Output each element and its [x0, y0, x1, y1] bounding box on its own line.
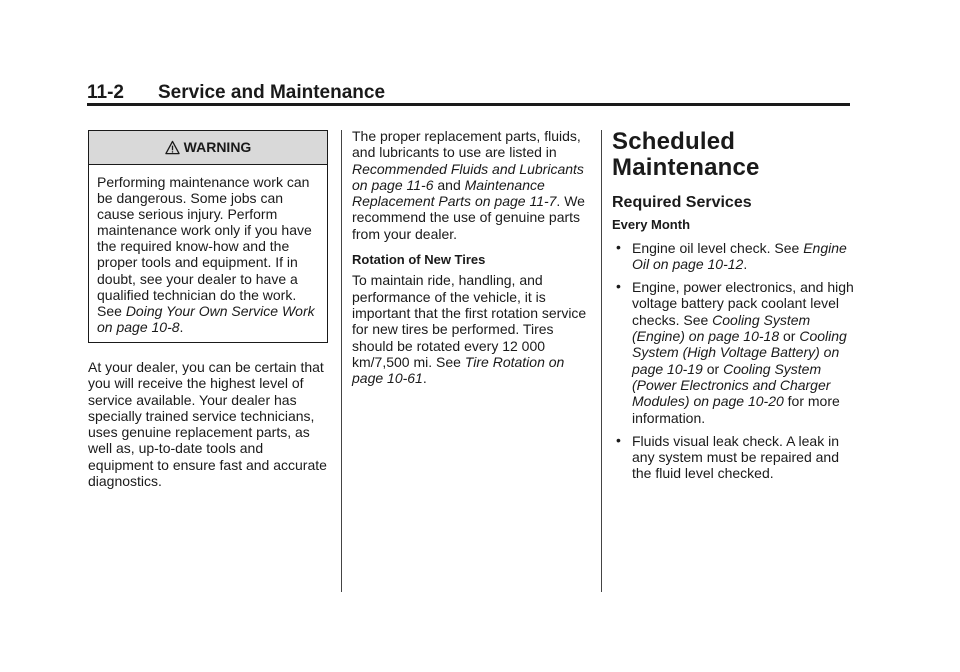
warning-end: . — [179, 318, 184, 335]
parts-text-2: and — [433, 176, 465, 193]
bullet-icon: • — [616, 238, 621, 255]
bullet-icon: • — [616, 278, 621, 295]
dealer-paragraph: At your dealer, you can be certain that you will receive the highest level of service available. Your dealer has specially trained service technicians, uses genuine replacement parts, as well as, up-to-date tools and equipment to ensure fast and accurate diagnostics. — [88, 358, 327, 490]
warning-header — [89, 131, 327, 165]
tires-paragraph — [352, 272, 590, 386]
warning-body — [89, 165, 327, 342]
required-services-heading: Required Services — [612, 194, 752, 211]
tires-text: To maintain ride, handling, and performance of the vehicle, it is important that the first rotation service for new tires be performed. Tires should be rotated every 12 000 km/7,500 mi. See — [352, 272, 587, 370]
tires-heading: Rotation of New Tires — [352, 252, 486, 268]
bullet-icon: • — [616, 431, 621, 448]
warning-triangle-icon — [165, 140, 180, 155]
service-list — [612, 240, 862, 482]
section-title — [612, 129, 862, 181]
title-line-2: Maintenance — [612, 154, 760, 181]
warning-label: WARNING — [183, 139, 252, 156]
page-number: 11-2 — [87, 82, 124, 103]
warning-text: Performing maintenance work can be dangerous. Some jobs can cause serious injury. Perform maintenance work only if you have the required know-how and the proper tools and equipment. If in doubt, see your dealer to have a qualified technician do the work. See — [97, 174, 312, 319]
every-month-heading: Every Month — [612, 217, 691, 233]
column-1 — [88, 128, 330, 489]
bullet-1-end: . — [743, 255, 748, 272]
bullet-2-end: for more information. — [632, 393, 840, 426]
chapter-title: Service and Maintenance — [158, 82, 386, 103]
bullet-3-text: Fluids visual leak check. A leak in any system must be repaired and the fluid level checked. — [632, 432, 839, 482]
bullet-2-text: Engine, power electronics, and high voltage battery pack coolant level checks. See — [632, 279, 854, 328]
bullet-1-text: Engine oil level check. See — [632, 239, 804, 256]
cooling-engine-reference-link[interactable]: Cooling System (Engine) on page 10-18 — [632, 311, 811, 345]
column-divider-2 — [601, 130, 602, 592]
cooling-power-electronics-reference-link[interactable]: Cooling System (Power Electronics and Charger Modules) on page 10-20 — [632, 360, 831, 410]
list-item — [612, 279, 862, 426]
parts-text-1: The proper replacement parts, fluids, and lubricants to use are listed in — [352, 128, 581, 161]
list-item — [612, 433, 862, 482]
parts-text-3: . We recommend the use of genuine parts from your dealer. — [352, 193, 585, 242]
parts-paragraph — [352, 128, 590, 242]
column-2 — [352, 128, 590, 386]
column-3 — [612, 128, 862, 489]
column-divider-1 — [341, 130, 342, 592]
engine-oil-reference-link[interactable]: Engine Oil on page 10-12 — [632, 239, 847, 272]
bullet-2-or-2: or — [702, 360, 724, 377]
warning-box — [88, 130, 328, 343]
tire-rotation-reference-link[interactable]: Tire Rotation on page 10-61 — [352, 353, 565, 387]
bullet-2-or-1: or — [779, 328, 800, 345]
list-item — [612, 240, 862, 273]
title-line-1: Scheduled — [612, 128, 736, 155]
parts-reference-link[interactable]: Maintenance Replacement Parts on page 11-7 — [352, 176, 557, 210]
fluids-reference-link[interactable]: Recommended Fluids and Lubricants on page 11-6 — [352, 160, 584, 193]
header-rule — [87, 103, 850, 106]
warning-reference-link[interactable]: Doing Your Own Service Work on page 10-8 — [97, 302, 315, 335]
cooling-battery-reference-link[interactable]: Cooling System (High Voltage Battery) on page 10-19 — [632, 328, 847, 377]
tires-end: . — [422, 370, 427, 387]
